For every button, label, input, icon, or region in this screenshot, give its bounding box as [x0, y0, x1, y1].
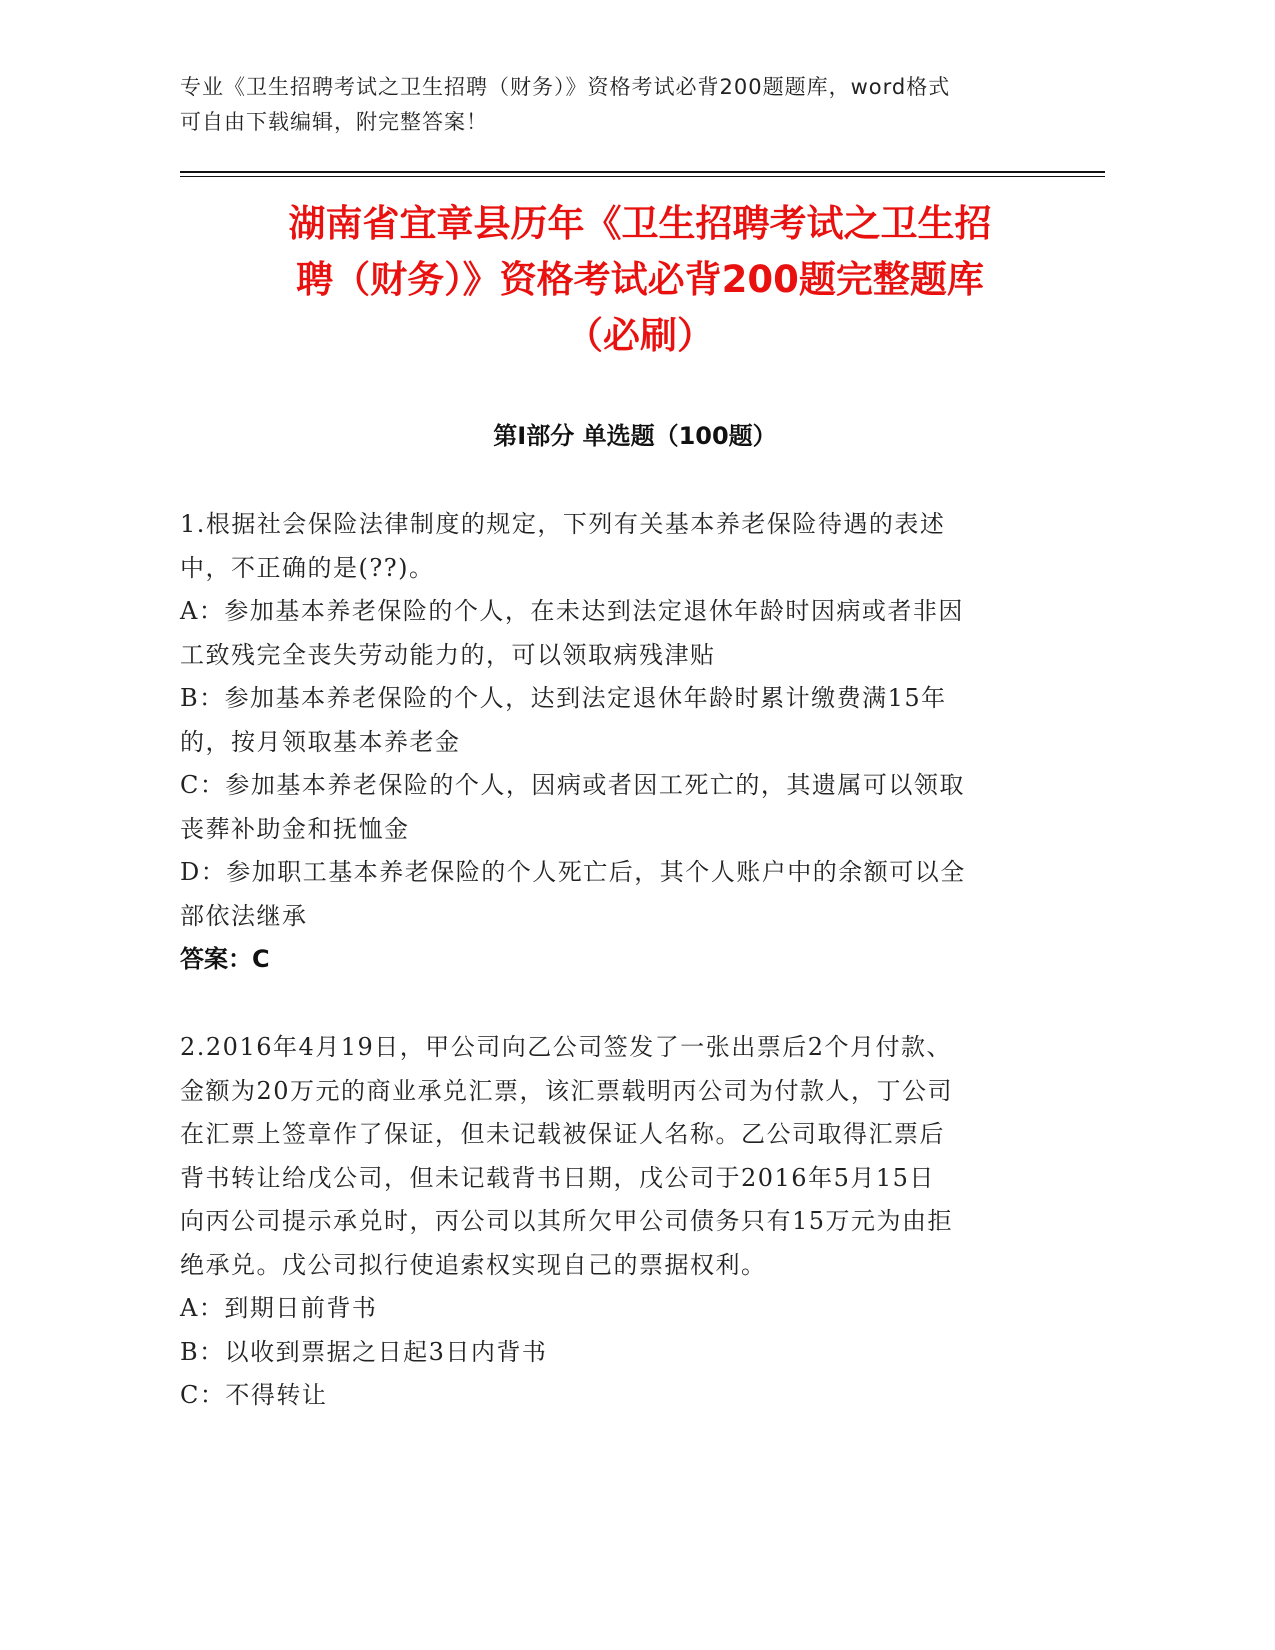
header-note-line: 可自由下载编辑，附完整答案！	[180, 110, 488, 134]
option-b-line: B：参加基本养老保险的个人，达到法定退休年龄时累计缴费满15年	[180, 684, 947, 712]
option-a-line: A：到期日前背书	[180, 1294, 378, 1322]
option-a-line: 工致残完全丧失劳动能力的，可以领取病残津贴	[180, 640, 716, 669]
document-title	[140, 196, 1140, 364]
question-stem-line: 金额为20万元的商业承兑汇票，该汇票载明丙公司为付款人，丁公司	[180, 1076, 954, 1105]
option-b-line: B：以收到票据之日起3日内背书	[180, 1337, 548, 1366]
section-title: 第I部分 单选题（100题）	[493, 422, 777, 450]
question-stem-line: 绝承兑。戊公司拟行使追索权实现自己的票据权利。	[180, 1250, 767, 1279]
option-d-line: D：参加职工基本养老保险的个人死亡后，其个人账户中的余额可以全	[180, 858, 966, 886]
question-2	[180, 1026, 1110, 1418]
option-a-line: A：参加基本养老保险的个人，在未达到法定退休年龄时因病或者非因	[180, 597, 964, 625]
option-c-line: 丧葬补助金和抚恤金	[180, 814, 410, 843]
title-line: （必刷）	[566, 314, 714, 357]
option-b-line: 的，按月领取基本养老金	[180, 727, 461, 756]
question-stem-line: 在汇票上签章作了保证，但未记载被保证人名称。乙公司取得汇票后	[180, 1120, 945, 1148]
header-note	[180, 70, 1110, 140]
option-d-line: 部依法继承	[180, 901, 308, 930]
answer-label: 答案：C	[180, 945, 270, 973]
option-c-line: C：不得转让	[180, 1381, 328, 1409]
title-line: 聘（财务）》资格考试必背200题完整题库	[296, 258, 984, 301]
title-line: 湖南省宜章县历年《卫生招聘考试之卫生招	[288, 202, 992, 245]
header-divider-thick	[180, 171, 1105, 173]
option-c-line: C：参加基本养老保险的个人，因病或者因工死亡的，其遗属可以领取	[180, 771, 965, 799]
question-stem-line: 中，不正确的是(??)。	[180, 553, 435, 582]
header-divider-thin	[180, 176, 1105, 177]
header-note-line: 专业《卫生招聘考试之卫生招聘（财务）》资格考试必背200题题库，word格式	[180, 75, 951, 99]
question-stem-line: 向丙公司提示承兑时，丙公司以其所欠甲公司债务只有15万元为由拒	[180, 1207, 954, 1235]
question-stem-line: 1.根据社会保险法律制度的规定，下列有关基本养老保险待遇的表述	[180, 510, 946, 538]
question-stem-line: 背书转让给戊公司，但未记载背书日期，戊公司于2016年5月15日	[180, 1163, 935, 1192]
question-1	[180, 503, 1110, 982]
question-stem-line: 2.2016年4月19日，甲公司向乙公司签发了一张出票后2个月付款、	[180, 1033, 953, 1061]
